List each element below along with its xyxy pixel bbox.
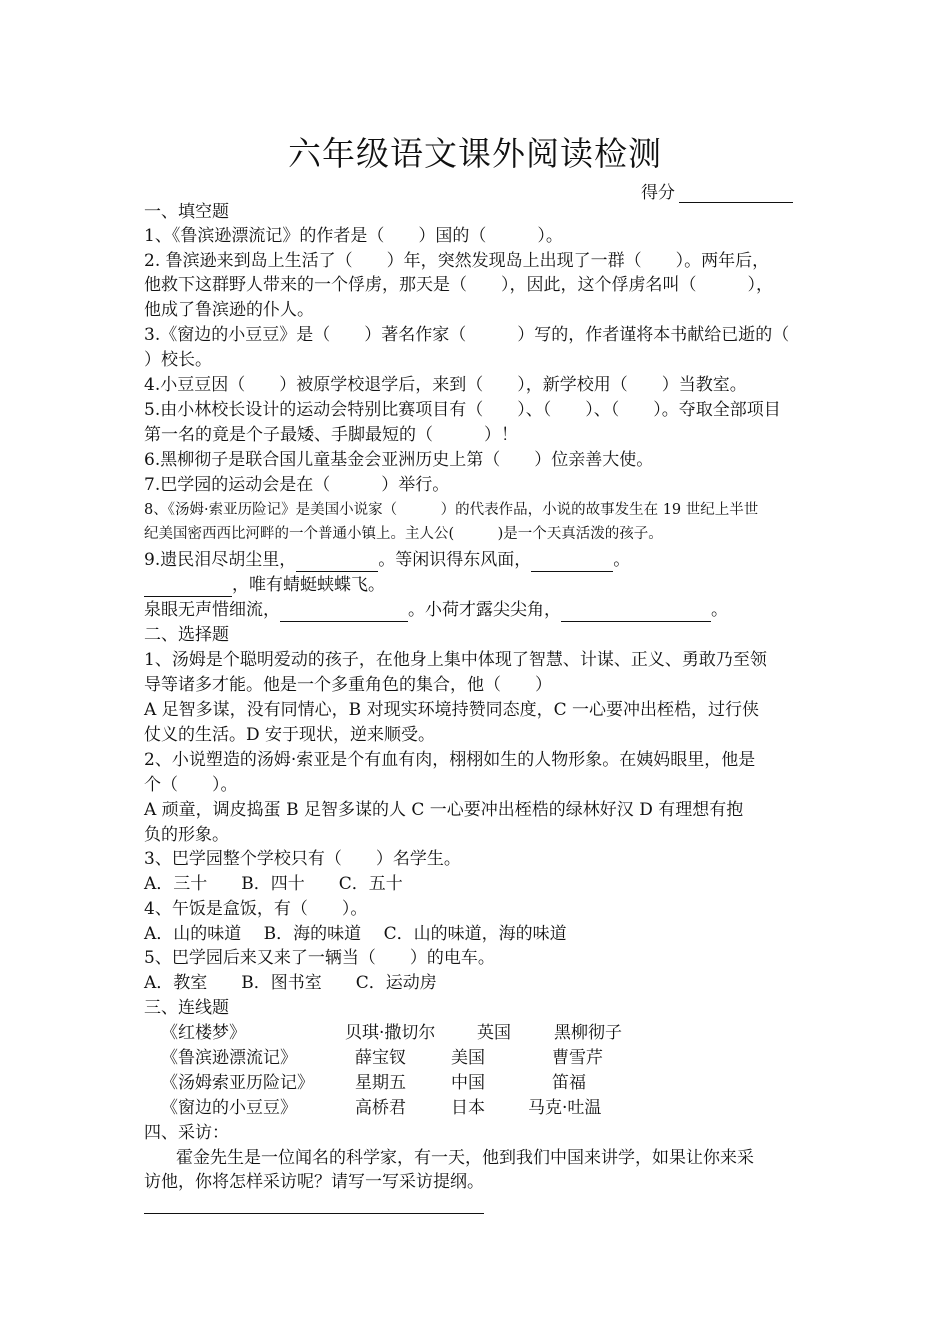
question-2-1-line2: 导等诸多才能。他是一个多重角色的集合，他（ ） xyxy=(144,675,552,695)
poem-text: ，唯有蜻蜓蛱蝶飞。 xyxy=(232,575,385,595)
poem-blank[interactable] xyxy=(561,603,711,622)
question-1-8-line2: 纪美国密西西比河畔的一个普通小镇上。主人公( )是一个天真活泼的孩子。 xyxy=(144,526,663,542)
question-1-4: 4.小豆豆因（ ）被原学校退学后，来到（ ），新学校用（ ）当教室。 xyxy=(144,375,747,395)
interview-prompt-line2: 访他，你将怎样采访呢？请写一写采访提纲。 xyxy=(144,1172,484,1192)
match-country[interactable]: 日本 xyxy=(451,1098,485,1118)
question-1-2-line3: 他成了鲁滨逊的仆人。 xyxy=(144,300,314,320)
section-fill-in: 一、填空题 xyxy=(144,202,229,222)
question-2-3: 3、巴学园整个学校只有（ ）名学生。 xyxy=(144,849,461,869)
question-1-2-line2: 他救下这群野人带来的一个俘虏，那天是（ ），因此，这个俘虏名叫（ ）， xyxy=(144,275,773,295)
match-country[interactable]: 美国 xyxy=(451,1048,485,1068)
poem-blank[interactable] xyxy=(280,603,408,622)
poem-blank[interactable] xyxy=(296,553,378,572)
question-2-5-options: A．教室 B．图书室 C．运动房 xyxy=(144,973,437,993)
interview-prompt-line1: 霍金先生是一位闻名的科学家，有一天，他到我们中国来讲学，如果让你来采 xyxy=(176,1148,754,1168)
question-1-9-line2 xyxy=(144,573,810,597)
poem-text: 。 xyxy=(711,600,728,620)
question-2-1-line1: 1、汤姆是个聪明爱动的孩子，在他身上集中体现了智慧、计谋、正义、勇敢乃至领 xyxy=(144,650,767,670)
question-1-3-line2: ）校长。 xyxy=(144,350,212,370)
match-author[interactable]: 马克·吐温 xyxy=(528,1098,602,1118)
question-2-2-line2: 个（ ）。 xyxy=(144,775,238,795)
match-author[interactable]: 笛福 xyxy=(552,1073,586,1093)
question-2-3-options: A．三十 B．四十 C．五十 xyxy=(144,874,403,894)
match-country[interactable]: 英国 xyxy=(477,1023,511,1043)
match-character[interactable]: 星期五 xyxy=(355,1073,406,1093)
match-character[interactable]: 高桥君 xyxy=(355,1098,406,1118)
match-book[interactable]: 《汤姆索亚历险记》 xyxy=(161,1073,314,1093)
question-1-1: 1、《鲁滨逊漂流记》的作者是（ ）国的（ ）。 xyxy=(144,226,563,246)
poem-text: 9.遗民泪尽胡尘里， xyxy=(144,550,297,570)
question-1-5-line1: 5.由小林校长设计的运动会特别比赛项目有（ ）、（ ）、（ ）。夺取全部项目 xyxy=(144,400,781,420)
match-author[interactable]: 曹雪芹 xyxy=(552,1048,603,1068)
question-2-5: 5、巴学园后来又来了一辆当（ ）的电车。 xyxy=(144,948,495,968)
answer-line[interactable] xyxy=(144,1213,484,1214)
page-title: 六年级语文课外阅读检测 xyxy=(288,134,662,173)
match-character[interactable]: 薛宝钗 xyxy=(355,1048,406,1068)
question-2-4: 4、午饭是盒饭，有（ ）。 xyxy=(144,899,368,919)
match-book[interactable]: 《窗边的小豆豆》 xyxy=(161,1098,297,1118)
match-author[interactable]: 黑柳彻子 xyxy=(554,1023,622,1043)
poem-text: 。小荷才露尖尖角， xyxy=(408,600,561,620)
question-2-2-line1: 2、小说塑造的汤姆·索亚是个有血有肉，栩栩如生的人物形象。在姨妈眼里，他是 xyxy=(144,750,756,770)
poem-text: 。等闲识得东风面， xyxy=(378,550,532,570)
match-book[interactable]: 《鲁滨逊漂流记》 xyxy=(161,1048,297,1068)
question-1-2-line1: 2. 鲁滨逊来到岛上生活了（ ）年，突然发现岛上出现了一群（ ）。两年后， xyxy=(144,251,770,271)
question-1-5-line2: 第一名的竟是个子最矮、手脚最短的（ ）！ xyxy=(144,425,518,445)
score-label: 得分 xyxy=(641,183,675,203)
question-1-9-line3 xyxy=(144,598,810,622)
poem-text: 泉眼无声惜细流， xyxy=(144,600,280,620)
section-multiple-choice: 二、选择题 xyxy=(144,625,229,645)
question-2-2-options-line2: 负的形象。 xyxy=(144,825,229,845)
question-1-7: 7.巴学园的运动会是在（ ）举行。 xyxy=(144,475,450,495)
section-matching: 三、连线题 xyxy=(144,998,229,1018)
question-2-2-options-line1: A 顽童，调皮捣蛋 B 足智多谋的人 C 一心要冲出桎梏的绿林好汉 D 有理想有抱 xyxy=(144,800,744,820)
question-2-1-options-line1: A 足智多谋，没有同情心，B 对现实环境持赞同态度，C 一心要冲出桎梏，过行侠 xyxy=(144,700,759,720)
section-interview: 四、采访： xyxy=(144,1123,229,1143)
poem-blank[interactable] xyxy=(531,553,613,572)
match-book[interactable]: 《红楼梦》 xyxy=(161,1023,246,1043)
poem-blank[interactable] xyxy=(144,578,232,597)
question-2-4-options: A．山的味道 B．海的味道 C．山的味道，海的味道 xyxy=(144,924,567,944)
question-2-1-options-line2: 仗义的生活。D 安于现状，逆来顺受。 xyxy=(144,725,436,745)
poem-text: 。 xyxy=(613,550,631,570)
match-character[interactable]: 贝琪·撒切尔 xyxy=(345,1023,436,1043)
question-1-6: 6.黑柳彻子是联合国儿童基金会亚洲历史上第（ ）位亲善大使。 xyxy=(144,450,654,470)
match-country[interactable]: 中国 xyxy=(451,1073,485,1093)
question-1-8-line1: 8、《汤姆·索亚历险记》是美国小说家（ ）的代表作品，小说的故事发生在 19 世纪上半世 xyxy=(144,502,759,518)
question-1-3-line1: 3.《窗边的小豆豆》是（ ）著名作家（ ）写的，作者谨将本书献给已逝的（ xyxy=(144,325,790,345)
question-1-9-line1 xyxy=(144,548,810,572)
